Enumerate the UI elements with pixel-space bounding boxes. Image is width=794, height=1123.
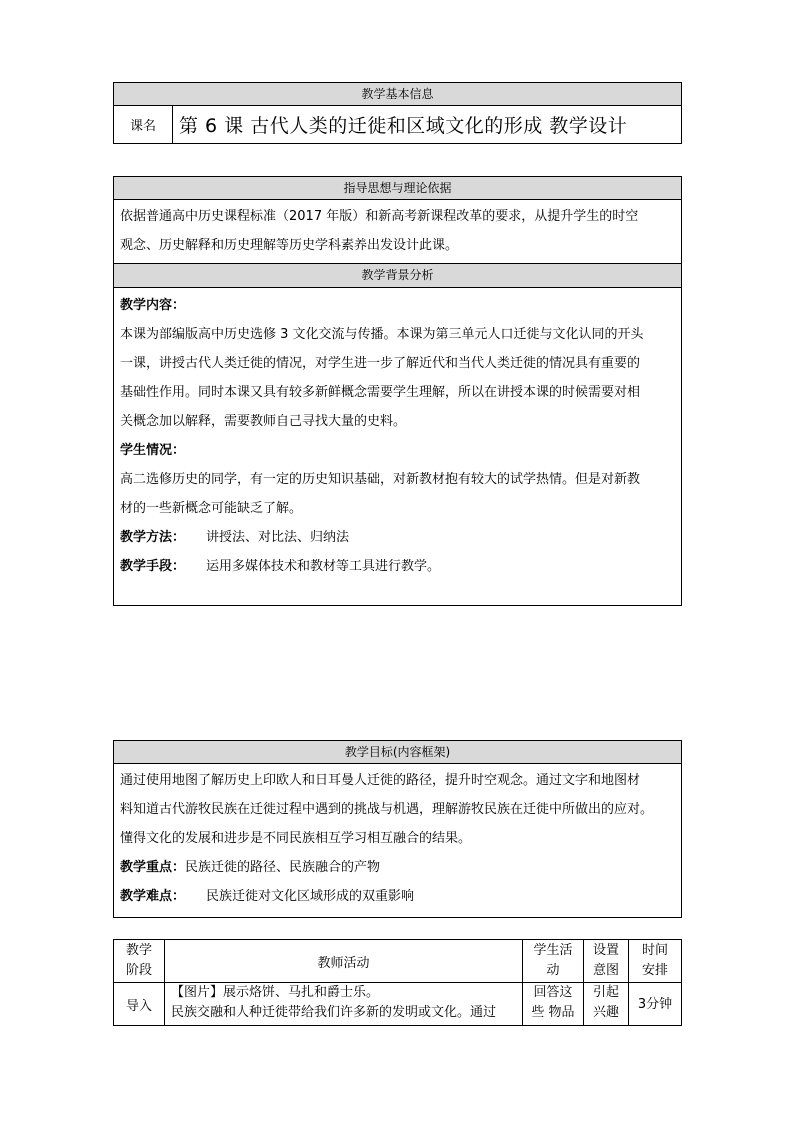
objectives-body (113, 764, 682, 918)
difficult-point-label: 教学难点： (120, 889, 186, 904)
objective-line: 通过使用地图了解历史上印欧人和日耳曼人迁徙的路径，提升时空观念。通过文字和地图材 (120, 773, 641, 788)
objectives-header: 教学目标(内容框架) (113, 740, 682, 764)
course-title: 第 6 课 古代人类的迁徙和区域文化的形成 教学设计 (173, 106, 682, 144)
table-header-row (114, 940, 682, 983)
means-row (114, 552, 681, 581)
key-point-value: 民族迁徙的路径、民族融合的产物 (185, 860, 381, 875)
course-label: 课名 (113, 106, 173, 144)
student-line: 些 物品 (531, 1005, 575, 1020)
student-header-line: 动 (546, 963, 560, 978)
time-cell: 3分钟 (629, 983, 682, 1026)
intent-line: 引起 (592, 985, 619, 1000)
stage-header-line: 教学 (125, 943, 152, 958)
teacher-cell (165, 983, 523, 1026)
intent-header-line: 意图 (592, 963, 619, 978)
key-point-row (114, 853, 681, 882)
time-header-line: 时间 (641, 943, 668, 958)
content-line: 基础性作用。同时本课又具有较多新鲜概念需要学生理解，所以在讲授本课的时候需要对相 (120, 385, 641, 400)
difficult-point-row (114, 882, 681, 911)
difficult-point-value: 民族迁徙对文化区域形成的双重影响 (206, 889, 415, 904)
student-line: 回答这 (533, 985, 573, 1000)
intent-header-line: 设置 (592, 943, 619, 958)
stage-cell: 导入 (114, 983, 165, 1026)
teacher-line: 民族交融和人种迁徙带给我们许多新的发明或文化。通过 (171, 1005, 497, 1020)
process-table (113, 939, 682, 1026)
background-body (113, 288, 682, 606)
means-value: 运用多媒体技术和教材等工具进行教学。 (206, 559, 441, 574)
content-line: 关概念加以解释，需要教师自己寻找大量的史料。 (120, 414, 407, 429)
content-line: 一课，讲授古代人类迁徙的情况，对学生进一步了解近代和当代人类迁徙的情况具有重要的 (120, 356, 641, 371)
intent-header (584, 940, 629, 983)
time-header-line: 安排 (641, 963, 668, 978)
key-point-label: 教学重点： (120, 860, 186, 875)
student-line: 材的一些新概念可能缺乏了解。 (120, 501, 303, 516)
method-label: 教学方法： (120, 530, 186, 545)
guiding-body (113, 200, 682, 264)
intent-line: 兴趣 (592, 1005, 619, 1020)
guiding-header: 指导思想与理论依据 (113, 176, 682, 200)
student-header (523, 940, 584, 983)
content-label: 教学内容： (120, 298, 186, 313)
guiding-line: 依据普通高中历史课程标准（2017 年版）和新高考新课程改革的要求，从提升学生的时空 (120, 209, 639, 224)
stage-header-line: 阶段 (125, 963, 152, 978)
student-label: 学生情况： (120, 443, 186, 458)
guiding-line: 观念、历史解释和历史理解等历史学科素养出发设计此课。 (120, 238, 459, 253)
objectives-section (113, 740, 682, 918)
basic-info-header: 教学基本信息 (113, 82, 682, 106)
content-line: 本课为部编版高中历史选修 3 文化交流与传播。本课为第三单元人口迁徙与文化认同的开头 (120, 327, 644, 342)
method-value: 讲授法、对比法、归纳法 (206, 530, 350, 545)
background-header: 教学背景分析 (113, 264, 682, 288)
time-header (629, 940, 682, 983)
student-line: 高二选修历史的同学，有一定的历史知识基础，对新教材抱有较大的试学热情。但是对新教 (120, 472, 641, 487)
means-label: 教学手段： (120, 559, 186, 574)
stage-header (114, 940, 165, 983)
method-row (114, 523, 681, 552)
teacher-header: 教师活动 (165, 940, 523, 983)
intent-cell (584, 983, 629, 1026)
student-cell (523, 983, 584, 1026)
table-row (114, 983, 682, 1026)
student-header-line: 学生活 (533, 943, 573, 958)
guiding-background-section (113, 176, 682, 606)
course-row (113, 106, 682, 144)
objective-line: 料知道古代游牧民族在迁徙过程中遇到的挑战与机遇，理解游牧民族在迁徙中所做出的应对。 (120, 802, 654, 817)
objective-line: 懂得文化的发展和进步是不同民族相互学习相互融合的结果。 (120, 831, 472, 846)
teacher-line: 【图片】展示烙饼、马扎和爵士乐。 (171, 985, 380, 1000)
basic-info-section (113, 82, 682, 144)
